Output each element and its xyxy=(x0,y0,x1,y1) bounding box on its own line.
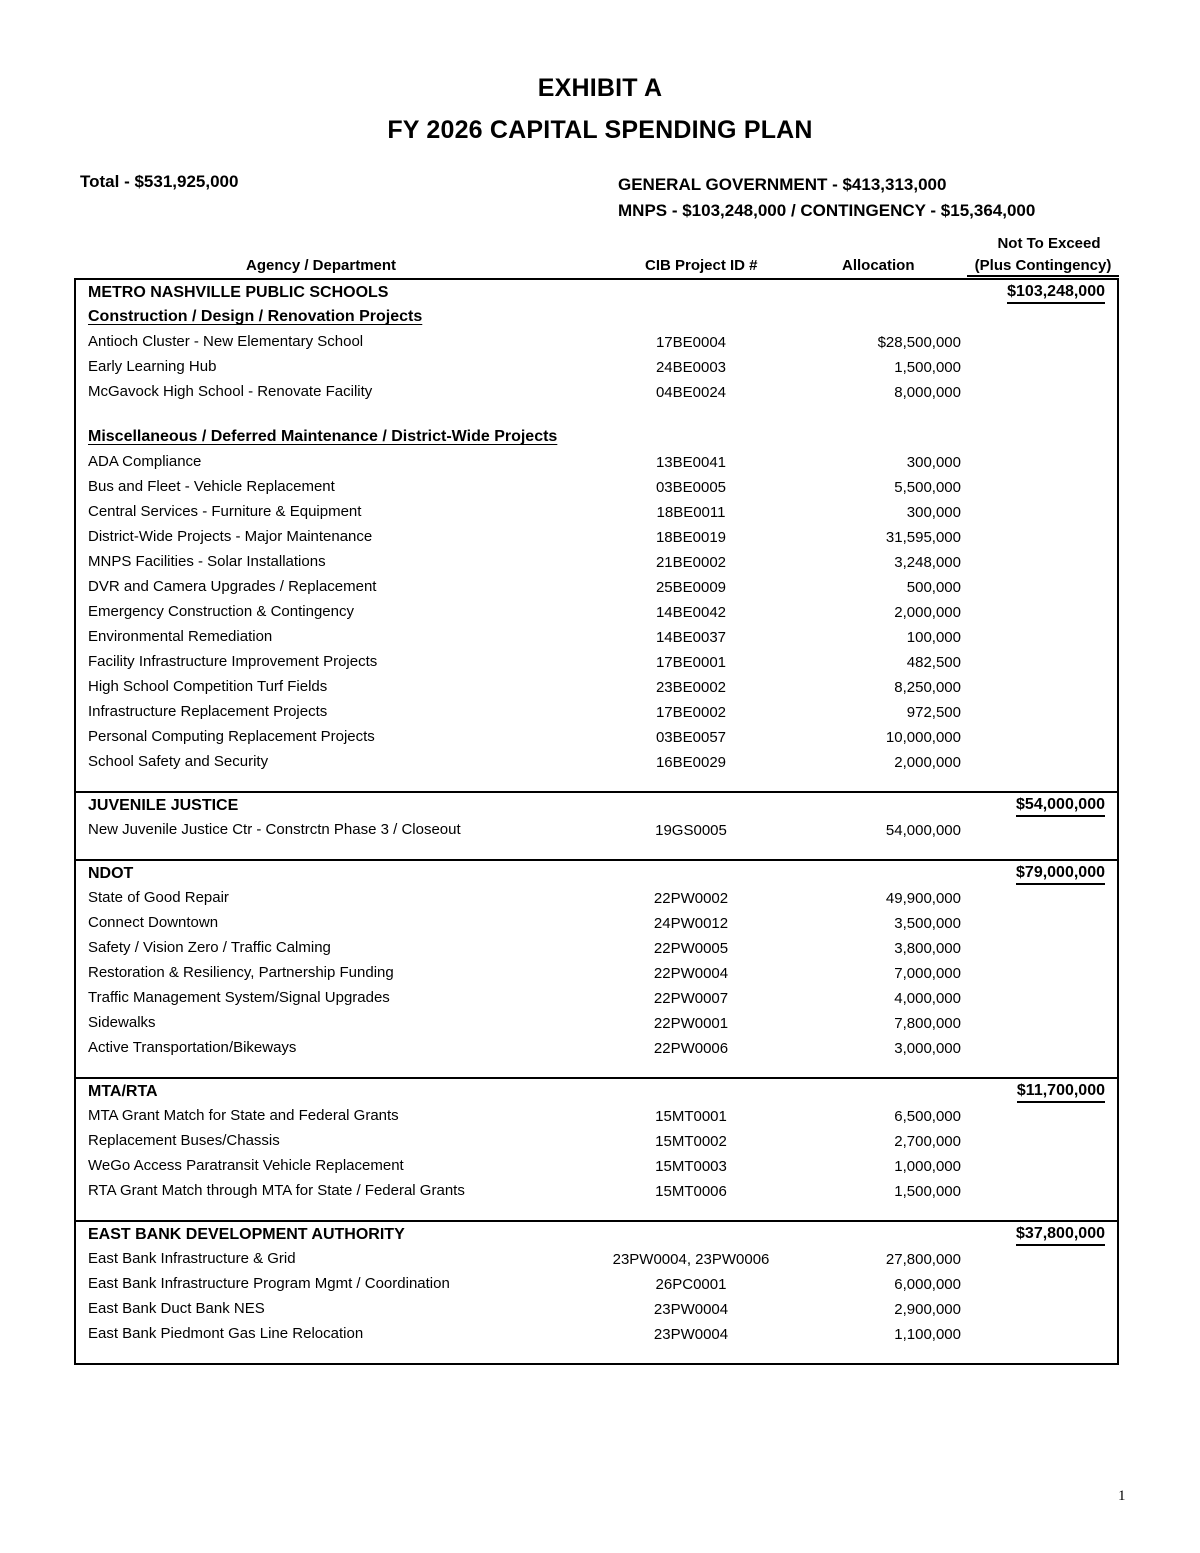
project-row xyxy=(76,500,1117,525)
project-name: Bus and Fleet - Vehicle Replacement xyxy=(88,478,335,495)
agency-header-row xyxy=(76,1222,1117,1247)
project-row xyxy=(76,1272,1117,1297)
project-cib-id: 26PC0001 xyxy=(655,1276,727,1293)
project-cib-id: 15MT0001 xyxy=(655,1108,727,1125)
project-row xyxy=(76,1154,1117,1179)
column-header-plus-contingency: (Plus Contingency) xyxy=(967,257,1119,277)
project-cib-id: 17BE0002 xyxy=(655,704,727,721)
project-name: Early Learning Hub xyxy=(88,358,217,375)
project-allocation: 3,248,000 xyxy=(894,554,961,571)
project-name: School Safety and Security xyxy=(88,753,269,770)
summary-breakdown xyxy=(618,172,1035,225)
project-row xyxy=(76,355,1117,380)
agency-section xyxy=(76,861,1117,1079)
project-name: Traffic Management System/Signal Upgrades xyxy=(88,989,390,1006)
project-name: State of Good Repair xyxy=(88,889,229,906)
project-cib-id: 17BE0001 xyxy=(655,654,727,671)
project-cib-id: 23PW0004 xyxy=(653,1326,729,1343)
project-name: East Bank Infrastructure Program Mgmt / Coordination xyxy=(88,1275,450,1292)
project-name: New Juvenile Justice Ctr - Constrctn Phase 3 / Closeout xyxy=(88,821,461,838)
agency-name: METRO NASHVILLE PUBLIC SCHOOLS xyxy=(88,284,389,301)
project-allocation: 7,000,000 xyxy=(894,965,961,982)
project-row xyxy=(76,961,1117,986)
project-cib-id: 19GS0005 xyxy=(655,822,727,839)
project-cib-id: 17BE0004 xyxy=(655,334,727,351)
project-cib-id: 23PW0004 xyxy=(653,1301,729,1318)
project-row xyxy=(76,1104,1117,1129)
project-row xyxy=(76,1297,1117,1322)
project-cib-id: 03BE0057 xyxy=(655,729,727,746)
project-name: Infrastructure Replacement Projects xyxy=(88,703,328,720)
project-name: District-Wide Projects - Major Maintenance xyxy=(88,528,373,545)
project-allocation: 500,000 xyxy=(906,579,961,596)
project-allocation: 3,800,000 xyxy=(894,940,961,957)
project-allocation: 49,900,000 xyxy=(885,890,961,907)
agency-section xyxy=(76,280,1117,793)
project-row xyxy=(76,600,1117,625)
project-allocation: 2,000,000 xyxy=(894,754,961,771)
project-cib-id: 22PW0005 xyxy=(653,940,729,957)
project-name: Facility Infrastructure Improvement Projects xyxy=(88,653,378,670)
project-cib-id: 04BE0024 xyxy=(655,384,727,401)
project-allocation: $28,500,000 xyxy=(877,334,961,351)
project-cib-id: 22PW0007 xyxy=(653,990,729,1007)
project-cib-id: 22PW0002 xyxy=(653,890,729,907)
project-name: Sidewalks xyxy=(88,1014,156,1031)
project-row xyxy=(76,625,1117,650)
agency-total-value: $11,700,000 xyxy=(1017,1082,1105,1103)
project-cib-id: 22PW0006 xyxy=(653,1040,729,1057)
project-row xyxy=(76,986,1117,1011)
project-allocation: 8,250,000 xyxy=(894,679,961,696)
column-header-allocation: Allocation xyxy=(842,257,915,274)
project-row xyxy=(76,380,1117,405)
project-row xyxy=(76,1011,1117,1036)
project-name: Replacement Buses/Chassis xyxy=(88,1132,280,1149)
project-name: ADA Compliance xyxy=(88,453,202,470)
group-subheading: Miscellaneous / Deferred Maintenance / District-Wide Projects xyxy=(88,428,558,445)
project-allocation: 6,500,000 xyxy=(894,1108,961,1125)
project-row xyxy=(76,575,1117,600)
agency-section xyxy=(76,793,1117,861)
project-name: MNPS Facilities - Solar Installations xyxy=(88,553,326,570)
summary-general-government: GENERAL GOVERNMENT - $413,313,000 xyxy=(618,175,947,194)
project-name: Restoration & Resiliency, Partnership Funding xyxy=(88,964,394,981)
project-cib-id: 23BE0002 xyxy=(655,679,727,696)
project-name: MTA Grant Match for State and Federal Grants xyxy=(88,1107,399,1124)
project-cib-id: 15MT0006 xyxy=(655,1183,727,1200)
project-row xyxy=(76,330,1117,355)
project-name: Emergency Construction & Contingency xyxy=(88,603,354,620)
project-name: High School Competition Turf Fields xyxy=(88,678,328,695)
agency-header-row xyxy=(76,280,1117,305)
project-name: Environmental Remediation xyxy=(88,628,273,645)
capital-spending-table xyxy=(74,278,1119,1365)
project-cib-id: 24PW0012 xyxy=(653,915,729,932)
project-allocation: 2,900,000 xyxy=(894,1301,961,1318)
project-allocation: 8,000,000 xyxy=(894,384,961,401)
project-cib-id: 23PW0004, 23PW0006 xyxy=(612,1251,770,1268)
agency-total-value: $103,248,000 xyxy=(1007,283,1105,304)
project-allocation: 972,500 xyxy=(906,704,961,721)
project-allocation: 482,500 xyxy=(906,654,961,671)
agency-total xyxy=(936,1225,1105,1243)
project-name: East Bank Infrastructure & Grid xyxy=(88,1250,296,1267)
project-allocation: 1,100,000 xyxy=(894,1326,961,1343)
table-row xyxy=(76,405,1117,425)
project-cib-id: 21BE0002 xyxy=(655,554,727,571)
summary-grand-total: Total - $531,925,000 xyxy=(80,172,239,191)
project-name: Connect Downtown xyxy=(88,914,219,931)
project-row xyxy=(76,650,1117,675)
project-row xyxy=(76,1179,1117,1204)
project-cib-id: 03BE0005 xyxy=(655,479,727,496)
table-row xyxy=(76,843,1117,859)
project-cib-id: 13BE0041 xyxy=(655,454,727,471)
project-allocation: 31,595,000 xyxy=(885,529,961,546)
project-cib-id: 15MT0002 xyxy=(655,1133,727,1150)
project-name: Safety / Vision Zero / Traffic Calming xyxy=(88,939,331,956)
project-name: Antioch Cluster - New Elementary School xyxy=(88,333,364,350)
project-allocation: 2,700,000 xyxy=(894,1133,961,1150)
project-allocation: 10,000,000 xyxy=(885,729,961,746)
table-row xyxy=(76,1204,1117,1220)
project-row xyxy=(76,818,1117,843)
project-cib-id: 14BE0042 xyxy=(655,604,727,621)
project-row xyxy=(76,1129,1117,1154)
project-name: East Bank Duct Bank NES xyxy=(88,1300,265,1317)
project-row xyxy=(76,936,1117,961)
project-cib-id: 16BE0029 xyxy=(655,754,727,771)
project-row xyxy=(76,725,1117,750)
agency-header-row xyxy=(76,793,1117,818)
project-cib-id: 14BE0037 xyxy=(655,629,727,646)
project-row xyxy=(76,525,1117,550)
group-subheading-row xyxy=(76,425,1117,450)
project-row xyxy=(76,750,1117,775)
table-column-headers xyxy=(74,230,1119,278)
column-header-not-to-exceed: Not To Exceed xyxy=(997,235,1101,252)
table-row xyxy=(76,775,1117,791)
project-allocation: 2,000,000 xyxy=(894,604,961,621)
project-allocation: 3,000,000 xyxy=(894,1040,961,1057)
agency-section xyxy=(76,1222,1117,1363)
project-allocation: 6,000,000 xyxy=(894,1276,961,1293)
project-name: Central Services - Furniture & Equipment xyxy=(88,503,362,520)
agency-name: MTA/RTA xyxy=(88,1083,158,1100)
group-subheading: Construction / Design / Renovation Projects xyxy=(88,308,423,325)
project-cib-id: 15MT0003 xyxy=(655,1158,727,1175)
project-allocation: 3,500,000 xyxy=(894,915,961,932)
agency-total xyxy=(936,864,1105,882)
project-cib-id: 18BE0011 xyxy=(656,504,726,521)
project-name: RTA Grant Match through MTA for State / Federal Grants xyxy=(88,1182,465,1199)
agency-header-row xyxy=(76,1079,1117,1104)
summary-block xyxy=(0,172,1200,232)
project-allocation: 1,500,000 xyxy=(894,1183,961,1200)
exhibit-title: EXHIBIT A xyxy=(537,74,663,102)
project-row xyxy=(76,475,1117,500)
project-allocation: 5,500,000 xyxy=(894,479,961,496)
agency-total xyxy=(936,796,1105,814)
plan-title: FY 2026 CAPITAL SPENDING PLAN xyxy=(387,116,813,144)
project-allocation: 300,000 xyxy=(906,504,961,521)
project-row xyxy=(76,450,1117,475)
project-row xyxy=(76,911,1117,936)
project-allocation: 300,000 xyxy=(906,454,961,471)
project-allocation: 100,000 xyxy=(906,629,961,646)
agency-total-value: $54,000,000 xyxy=(1016,796,1105,817)
agency-total-value: $37,800,000 xyxy=(1016,1225,1105,1246)
project-row xyxy=(76,886,1117,911)
project-name: Active Transportation/Bikeways xyxy=(88,1039,297,1056)
project-allocation: 27,800,000 xyxy=(885,1251,961,1268)
agency-section xyxy=(76,1079,1117,1222)
column-header-agency: Agency / Department xyxy=(246,257,397,274)
project-name: East Bank Piedmont Gas Line Relocation xyxy=(88,1325,364,1342)
project-name: WeGo Access Paratransit Vehicle Replacement xyxy=(88,1157,404,1174)
project-name: McGavock High School - Renovate Facility xyxy=(88,383,373,400)
document-title-block xyxy=(0,76,1200,143)
agency-total-value: $79,000,000 xyxy=(1016,864,1105,885)
agency-header-row xyxy=(76,861,1117,886)
table-row xyxy=(76,1061,1117,1077)
project-row xyxy=(76,700,1117,725)
project-cib-id: 25BE0009 xyxy=(655,579,727,596)
summary-mnps-contingency: MNPS - $103,248,000 / CONTINGENCY - $15,364,000 xyxy=(618,201,1036,221)
project-cib-id: 22PW0001 xyxy=(653,1015,729,1032)
table-row xyxy=(76,1347,1117,1363)
project-row xyxy=(76,1247,1117,1272)
project-name: Personal Computing Replacement Projects xyxy=(88,728,375,745)
project-row xyxy=(76,550,1117,575)
project-cib-id: 22PW0004 xyxy=(653,965,729,982)
agency-total xyxy=(936,1082,1105,1100)
project-allocation: 1,000,000 xyxy=(894,1158,961,1175)
project-name: DVR and Camera Upgrades / Replacement xyxy=(88,578,377,595)
project-allocation: 54,000,000 xyxy=(885,822,961,839)
agency-name: NDOT xyxy=(88,865,134,882)
project-cib-id: 18BE0019 xyxy=(655,529,727,546)
column-header-cib-project-id: CIB Project ID # xyxy=(645,257,758,274)
agency-name: EAST BANK DEVELOPMENT AUTHORITY xyxy=(88,1226,405,1243)
project-cib-id: 24BE0003 xyxy=(655,359,727,376)
agency-total xyxy=(936,283,1105,301)
project-allocation: 1,500,000 xyxy=(894,359,961,376)
page-number: 1 xyxy=(1118,1488,1126,1504)
project-row xyxy=(76,1322,1117,1347)
project-allocation: 4,000,000 xyxy=(894,990,961,1007)
project-row xyxy=(76,675,1117,700)
project-allocation: 7,800,000 xyxy=(894,1015,961,1032)
group-subheading-row xyxy=(76,305,1117,330)
agency-name: JUVENILE JUSTICE xyxy=(88,797,239,814)
project-row xyxy=(76,1036,1117,1061)
